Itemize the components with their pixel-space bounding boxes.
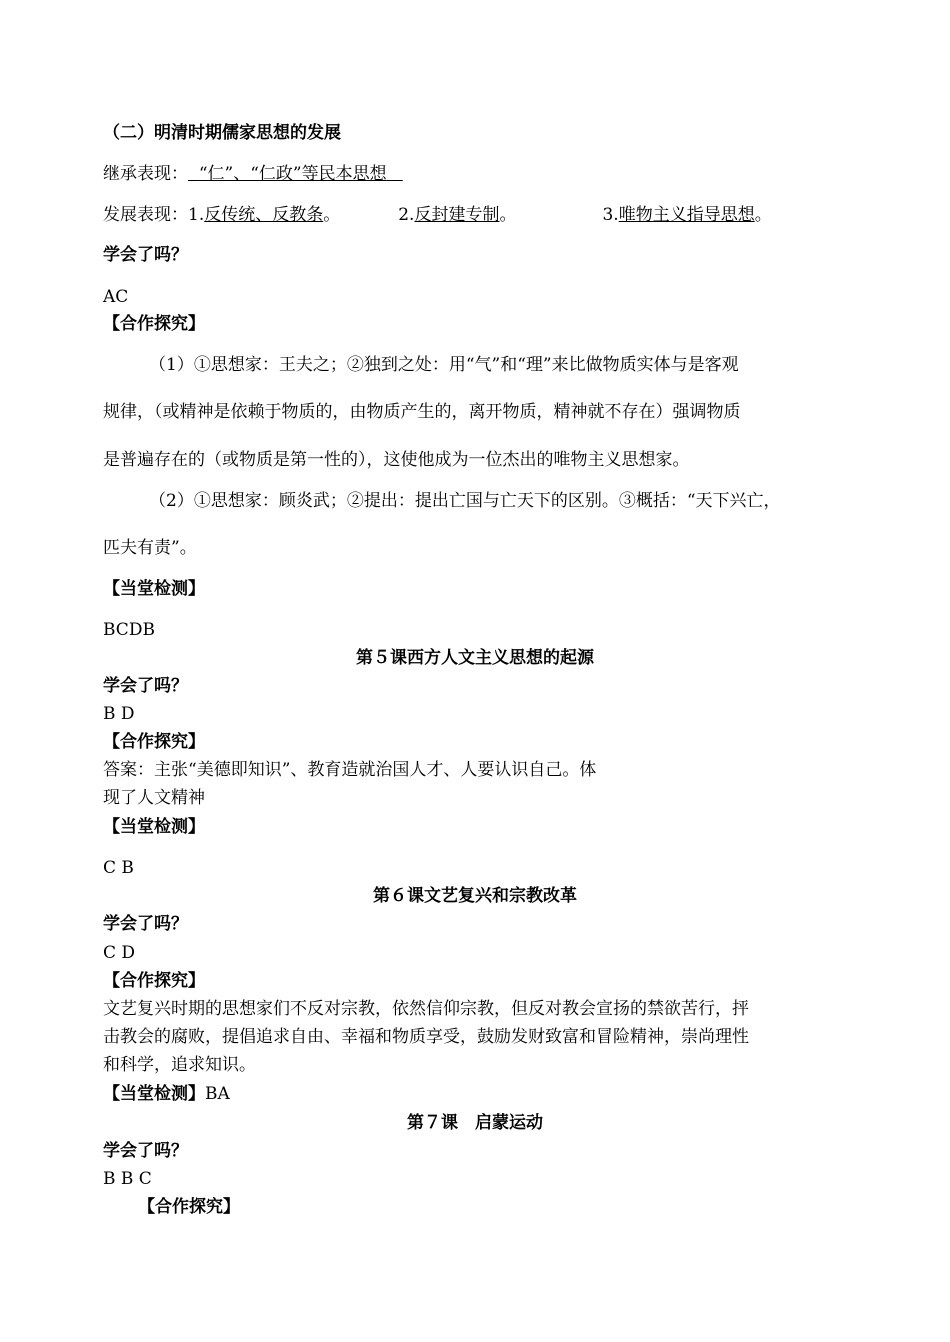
development-item-2: 反封建专制 bbox=[414, 205, 500, 225]
coop-paragraph-1-line-1: （1）①思想家：王夫之；②独到之处：用“气”和“理”来比做物质实体与是客观 bbox=[149, 355, 739, 375]
lesson-5-title: 第５课西方人文主义思想的起源 bbox=[356, 648, 594, 668]
lesson-5-heading-learn: 学会了吗？ bbox=[103, 676, 188, 696]
lesson-5-coop-line-1: 答案：主张“美德即知识”、教育造就治国人才、人要认识自己。体 bbox=[103, 760, 597, 780]
inherit-label: 继承表现： bbox=[103, 164, 188, 184]
lesson-6-check-line bbox=[103, 1083, 230, 1105]
coop-paragraph-1-line-2: 规律，（或精神是依赖于物质的，由物质产生的，离开物质，精神就不存在）强调物质 bbox=[103, 402, 741, 422]
lesson-6-heading-coop: 【合作探究】 bbox=[103, 971, 205, 991]
inherit-value: “仁”、“仁政”等民本思想 bbox=[198, 164, 387, 184]
lesson-5-answer-learn: B D bbox=[103, 704, 135, 724]
lesson-5-answer-check: C B bbox=[103, 858, 134, 878]
lesson-6-answer-learn: C D bbox=[103, 943, 136, 963]
development-item-3: 唯物主义指导思想 bbox=[618, 205, 755, 225]
coop-paragraph-2-line-1: （2）①思想家：顾炎武；②提出：提出亡国与亡天下的区别。③概括：“天下兴亡， bbox=[149, 491, 781, 511]
section-title-ming-qing: （二）明清时期儒家思想的发展 bbox=[103, 123, 341, 143]
development-line: 发展表现：1.反传统、反教条。 2.反封建专制。 3.唯物主义指导思想。 bbox=[103, 205, 772, 225]
lesson-7-heading-learn: 学会了吗？ bbox=[103, 1141, 188, 1161]
heading-learn: 学会了吗？ bbox=[103, 245, 188, 265]
coop-paragraph-1-line-3: 是普遍存在的（或物质是第一性的），这使他成为一位杰出的唯物主义思想家。 bbox=[103, 450, 690, 470]
answer-learn: AC bbox=[103, 287, 129, 307]
coop-paragraph-2-line-2: 匹夫有责”。 bbox=[103, 538, 197, 558]
heading-check: 【当堂检测】 bbox=[103, 579, 205, 599]
lesson-5-heading-coop: 【合作探究】 bbox=[103, 732, 205, 752]
lesson-6-title: 第６课文艺复兴和宗教改革 bbox=[373, 886, 577, 906]
development-label: 发展表现： bbox=[103, 205, 188, 225]
lesson-6-heading-learn: 学会了吗？ bbox=[103, 914, 188, 934]
lesson-5-coop-line-2: 现了人文精神 bbox=[103, 788, 205, 808]
lesson-6-answer-check: BA bbox=[205, 1084, 230, 1104]
lesson-7-heading-coop: 【合作探究】 bbox=[138, 1197, 240, 1217]
inherit-line bbox=[103, 163, 403, 185]
heading-coop: 【合作探究】 bbox=[103, 314, 205, 334]
lesson-6-coop-line-1: 文艺复兴时期的思想家们不反对宗教，依然信仰宗教，但反对教会宣扬的禁欲苦行，抨 bbox=[103, 999, 749, 1019]
lesson-6-coop-line-2: 击教会的腐败，提倡追求自由、幸福和物质享受，鼓励发财致富和冒险精神，崇尚理性 bbox=[103, 1027, 749, 1047]
lesson-6-coop-line-3: 和科学，追求知识。 bbox=[103, 1055, 256, 1075]
answer-check: BCDB bbox=[103, 620, 155, 640]
lesson-7-title: 第７课 启蒙运动 bbox=[407, 1113, 543, 1133]
development-item-1: 反传统、反教条 bbox=[204, 205, 324, 225]
lesson-6-heading-check: 【当堂检测】 bbox=[103, 1084, 205, 1104]
lesson-5-heading-check: 【当堂检测】 bbox=[103, 817, 205, 837]
lesson-7-answer-learn: B B C bbox=[103, 1169, 152, 1189]
